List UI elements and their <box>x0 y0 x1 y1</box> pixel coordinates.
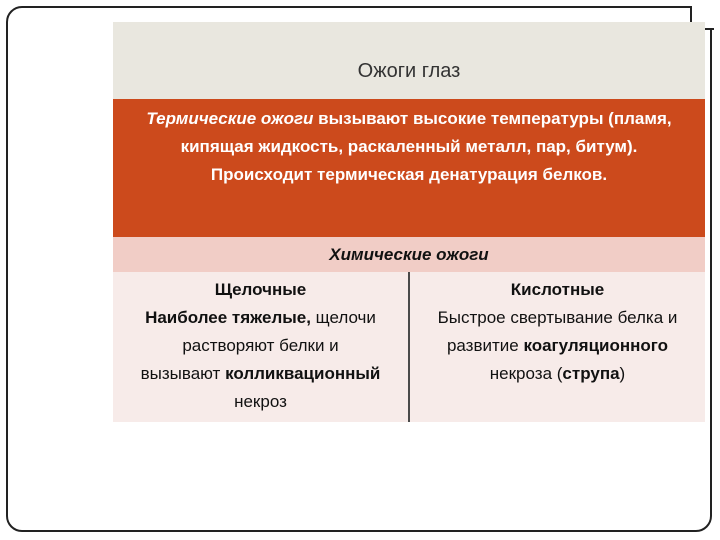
acidic-title: Кислотные <box>510 280 605 299</box>
acidic-line-2-bold: коагуляционного <box>523 336 669 355</box>
alkaline-line-1-rest: щелочи <box>310 308 376 327</box>
thermal-burns-block <box>113 99 705 237</box>
alkaline-line-2: растворяют белки и <box>182 336 339 355</box>
thermal-line-2: кипящая жидкость, раскаленный металл, пар, битум). <box>180 137 638 156</box>
acidic-line-3 <box>410 360 705 388</box>
alkaline-line-4: некроз <box>234 392 287 411</box>
acidic-line-3-bold: струпа <box>562 364 620 383</box>
alkaline-line-1 <box>113 304 408 332</box>
slide-title: Ожоги глаз <box>357 60 461 82</box>
alkaline-column <box>113 272 408 422</box>
thermal-lead: Термические ожоги <box>146 109 314 128</box>
thermal-line-1-rest: вызывают высокие температуры (пламя, <box>313 109 672 128</box>
alkaline-line-3-bold: колликвационный <box>225 364 381 383</box>
acidic-line-1: Быстрое свертывание белка и <box>437 308 678 327</box>
thermal-line-3: Происходит термическая денатурация белков. <box>210 165 608 184</box>
acidic-column <box>410 272 705 422</box>
chemical-burns-header <box>113 237 705 272</box>
acidic-line-3-pre: некроза ( <box>489 364 563 383</box>
acidic-line-2 <box>410 332 705 360</box>
alkaline-line-3 <box>113 360 408 388</box>
alkaline-title: Щелочные <box>214 280 307 299</box>
alkaline-line-1-bold: Наиболее тяжелые, <box>145 308 311 327</box>
acidic-line-2-pre: развитие <box>446 336 524 355</box>
chemical-burns-table <box>113 272 705 422</box>
thermal-line-1 <box>123 105 695 133</box>
thermal-burns-text <box>123 105 695 189</box>
alkaline-line-3-pre: вызывают <box>140 364 226 383</box>
chemical-burns-title: Химические ожоги <box>329 245 489 264</box>
acidic-line-3-post: ) <box>619 364 626 383</box>
